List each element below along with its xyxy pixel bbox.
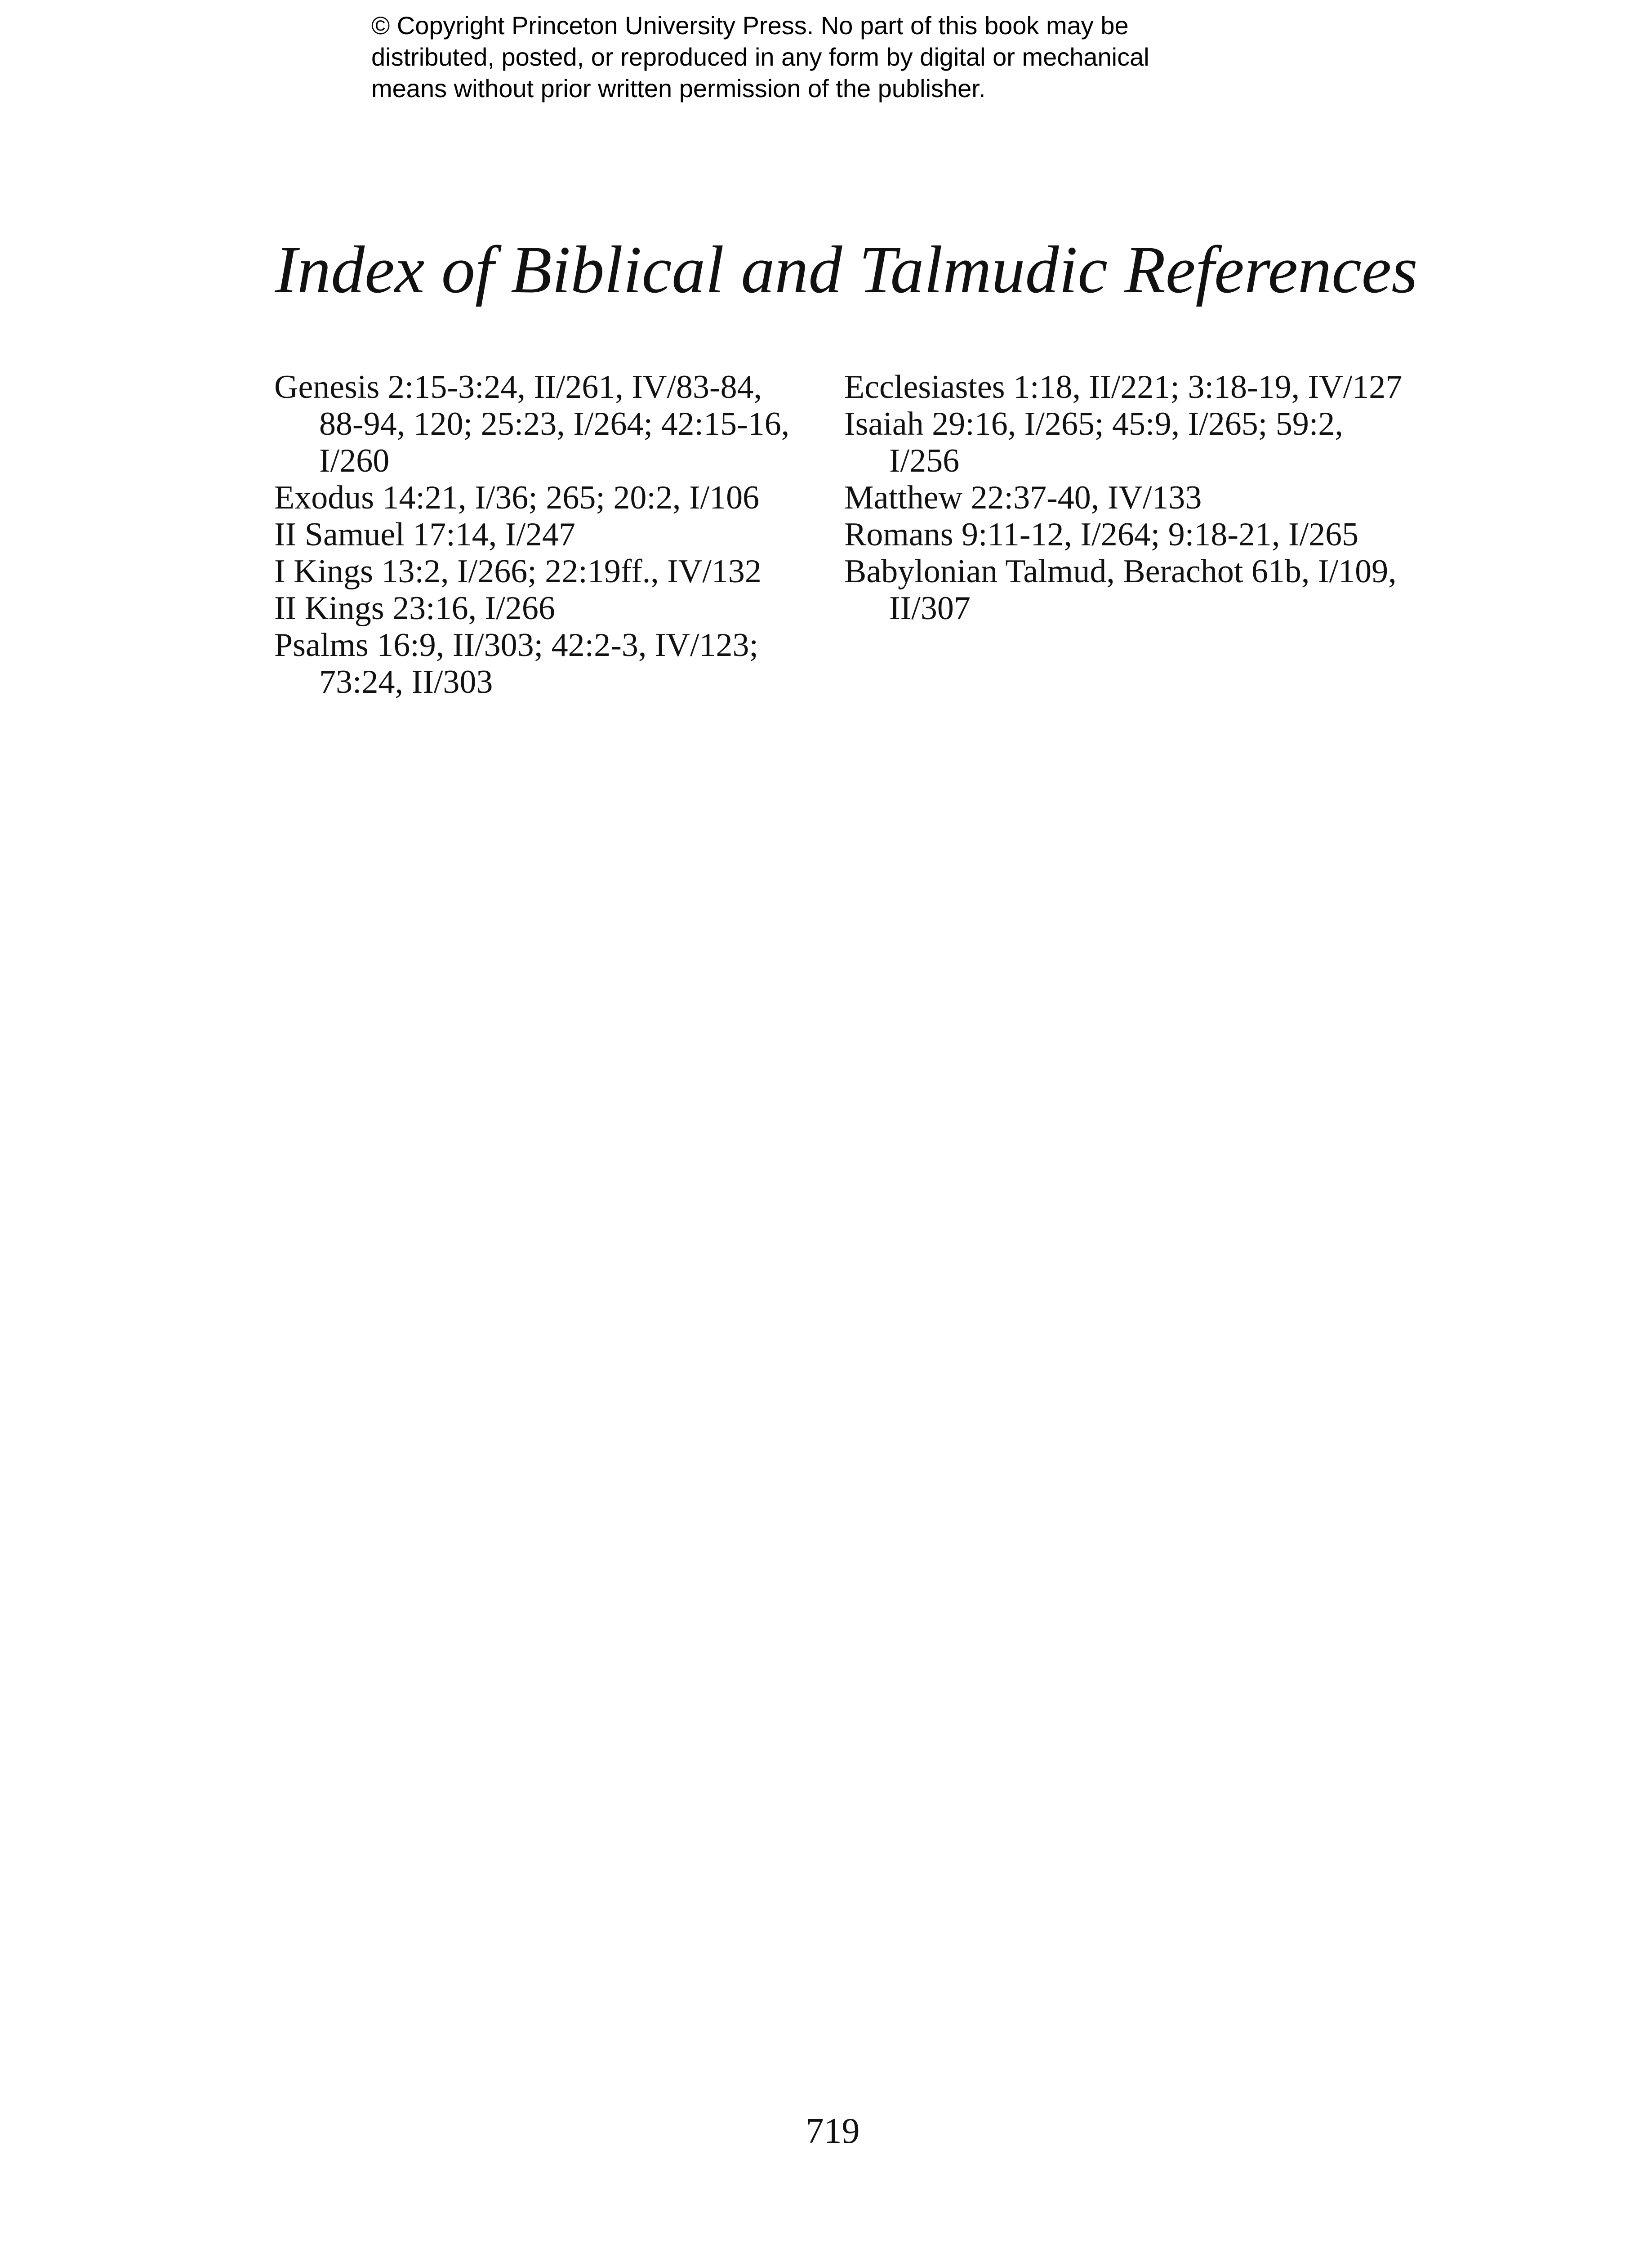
index-entry-exodus: Exodus 14:21, I/36; 265; 20:2, I/106 <box>274 479 760 516</box>
index-entry-genesis: Genesis 2:15-3:24, II/261, IV/83-84, 88-94, 120; 25:23, I/264; 42:15-16, I/260 <box>274 369 790 479</box>
page-title: Index of Biblical and Talmudic References <box>275 232 1418 307</box>
page-number: 719 <box>806 2111 860 2151</box>
index-entry-ecclesiastes: Ecclesiastes 1:18, II/221; 3:18-19, IV/127 <box>844 369 1403 406</box>
index-entry-ii-kings: II Kings 23:16, I/266 <box>274 590 555 627</box>
copyright-line: means without prior written permission of the publisher. <box>371 74 986 103</box>
index-entry-romans: Romans 9:11-12, I/264; 9:18-21, I/265 <box>844 516 1359 553</box>
copyright-line: © Copyright Princeton University Press. No part of this book may be <box>371 11 1129 40</box>
index-entry-ii-samuel: II Samuel 17:14, I/247 <box>274 516 576 553</box>
index-entry-i-kings: I Kings 13:2, I/266; 22:19ff., IV/132 <box>274 553 761 590</box>
index-entry-psalms: Psalms 16:9, II/303; 42:2-3, IV/123; 73:24, II/303 <box>274 627 759 700</box>
index-column-left <box>274 369 814 700</box>
index-entry-matthew: Matthew 22:37-40, IV/133 <box>844 479 1202 516</box>
copyright-line: distributed, posted, or reproduced in any form by digital or mechanical <box>371 43 1149 71</box>
index-entry-babylonian-talmud: Babylonian Talmud, Berachot 61b, I/109, II/307 <box>844 553 1397 627</box>
index-column-right <box>844 369 1406 627</box>
copyright-notice <box>371 10 1270 104</box>
index-entry-isaiah: Isaiah 29:16, I/265; 45:9, I/265; 59:2, I/256 <box>844 406 1343 479</box>
